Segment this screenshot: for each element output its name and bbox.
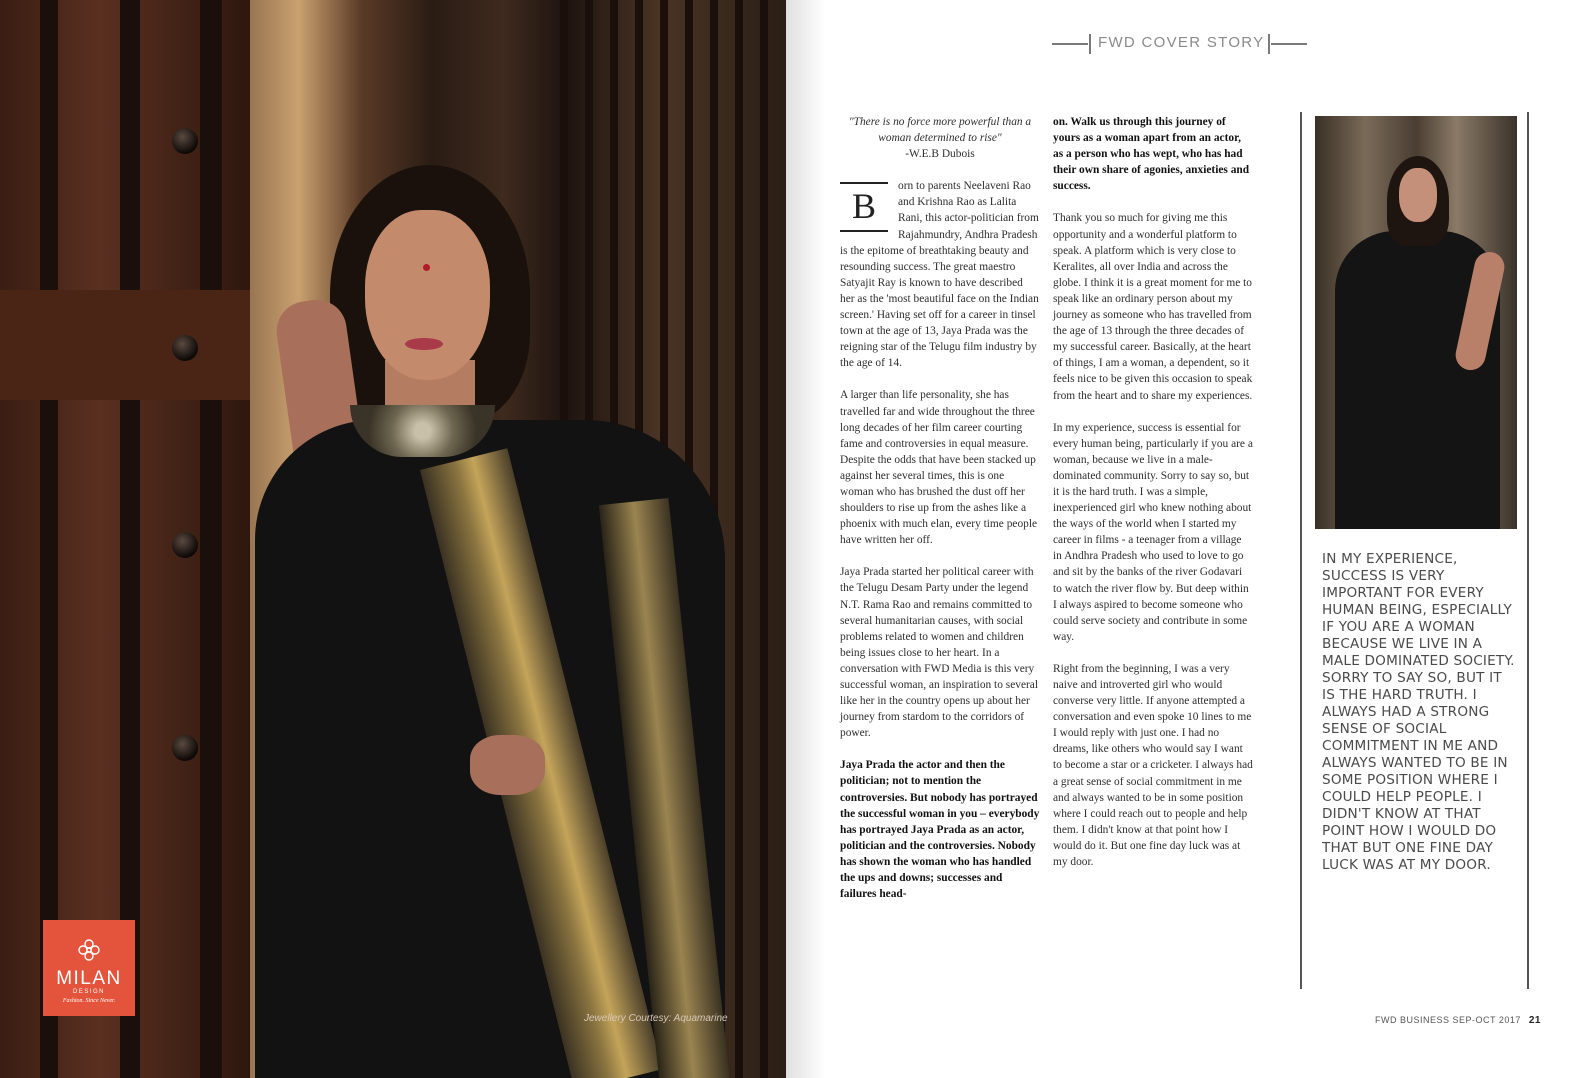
window-bar	[760, 0, 768, 1078]
epigraph-text: "There is no force more powerful than a woman determined to rise"	[848, 116, 1032, 145]
epigraph	[840, 114, 1040, 162]
woman-face	[365, 210, 490, 380]
article-paragraph: Jaya Prada started her political career with the Telugu Desam Party under the legend N.T. Rama Rao and remains committed to several humanitarian causes, with social problems related to women and children being issues close to her heart. In a conversation with FWD Media is this very successful woman, an inspiration to several like her in the country opens up about her journey from stardom to the corridors of power.	[840, 566, 1039, 740]
spine-shadow	[786, 0, 826, 1078]
section-header	[1052, 30, 1307, 58]
flower-logo-icon	[77, 938, 101, 962]
logo-sub: DESIGN	[72, 989, 105, 995]
woman-face	[1399, 168, 1437, 222]
sidebar-rule	[1300, 112, 1302, 989]
cover-photo	[0, 0, 786, 1078]
page-number: 21	[1528, 1015, 1541, 1026]
paragraph-text: orn to parents Neelaveni Rao and Krishna Rao as Lalita Rani, this actor-politician from Rajahmundry, Andhra Pradesh is the epitome of breathtaking beauty and resounding success. The great maestro Satyajit Ray is known to have described her as the 'most beautiful face on the Indian screen.' Having set off for a career in tinsel town at the age of 13, Jaya Prada was the reigning star of the Telugu film industry by the age of 14.	[840, 180, 1039, 370]
door-rivet	[172, 735, 198, 761]
door-crossbeam	[0, 290, 250, 400]
sidebar-rule	[1527, 112, 1529, 989]
logo-brand: MILAN	[56, 968, 122, 989]
interview-question-continued: on. Walk us through this journey of yours as a woman apart from an actor, as a person who has wept, who has had their own share of agonies, anxieties and success.	[1053, 116, 1250, 193]
woman-lips	[405, 338, 443, 350]
header-rule	[1052, 43, 1088, 45]
header-tick	[1268, 34, 1270, 54]
door-bar	[40, 0, 58, 1078]
article-paragraph	[840, 178, 1040, 371]
milan-design-logo	[43, 920, 135, 1016]
door-bar	[200, 0, 222, 1078]
page-footer	[1375, 1015, 1541, 1026]
epigraph-author: -W.E.B Dubois	[905, 148, 975, 161]
window-bar	[735, 0, 743, 1078]
header-tick	[1089, 34, 1091, 54]
section-title: FWD COVER STORY	[1098, 34, 1265, 51]
woman-bindi	[423, 264, 430, 271]
drop-cap: B	[840, 182, 888, 232]
sidebar-photo	[1315, 116, 1517, 529]
photo-credit: Jewellery Courtesy: Aquamarine	[584, 1013, 728, 1024]
article-column-1	[840, 114, 1040, 918]
article-paragraph: A larger than life personality, she has travelled far and wide throughout the three long decades of her film career courting fame and controversies in equal measure. Despite the odds that have been stacked up against her several times, this is one woman who has brushed the dust off her shoulders to rise up from the ashes like a phoenix with much elan, every time people have written her off.	[840, 389, 1038, 547]
door-rivet	[172, 335, 198, 361]
interview-question: Jaya Prada the actor and then the politician; not to mention the controversies. But nobody has portrayed the successful woman in you – everybody has portrayed Jaya Prada as an actor, politician and the controversies. Nobody has shown the woman who has handled the ups and downs; successes and failures head-	[840, 759, 1040, 901]
door-rivet	[172, 128, 198, 154]
header-rule	[1271, 43, 1307, 45]
article-paragraph: Thank you so much for giving me this opportunity and a wonderful platform to speak. A platform which is very close to Keralites, all over India and across the globe. I think it is a great moment for me to speak like an ordinary person about my journey as someone who has travelled from the age of 13 through the three decades of my successful career. Basically, at the heart of things, I am a woman, a dependent, so it feels nice to be given this occasion to speak from the heart and to share my experiences.	[1053, 212, 1253, 402]
door-bar	[120, 0, 140, 1078]
woman-hand	[470, 735, 545, 795]
publication-name: FWD BUSINESS SEP-OCT 2017	[1375, 1015, 1521, 1025]
article-paragraph: Right from the beginning, I was a very naive and introverted girl who would converse very little. If anyone attempted a conversation and even spoke 10 lines to me I would reply with just one. I had no dreams, like others who would say I want to become a star or a cricketer. I always had a great sense of social commitment in me and always wanted to be in some position where I could reach out to people and help them. I didn't know at that point how I would do it. But one fine day luck was at my door.	[1053, 662, 1253, 869]
door-rivet	[172, 532, 198, 558]
article-paragraph: In my experience, success is essential for every human being, particularly if you are a woman, because we live in a male-dominated community. Sorry to say so, but it is the hard truth. I was a simple, inexperienced girl who knew nothing about the ways of the world when I started my career in films - a teenager from a village in Andhra Pradesh who used to love to go and sit by the banks of the river Godavari to watch the river flow by. But deep within I always aspired to become someone who could serve society and contribute in some way.	[1053, 421, 1253, 643]
article-column-2	[1053, 114, 1253, 886]
pull-quote: IN MY EXPERIENCE, SUCCESS IS VERY IMPORTANT FOR EVERY HUMAN BEING, ESPECIALLY IF YOU ARE A WOMAN BECAUSE WE LIVE IN A MALE DOMINATED SOCIETY. SORRY TO SAY SO, BUT IT IS THE HARD TRUTH. I ALWAYS HAD A STRONG SENSE OF SOCIAL COMMITMENT IN ME AND ALWAYS WANTED TO BE IN SOME POSITION WHERE I COULD HELP PEOPLE. I DIDN'T KNOW AT THAT POINT HOW I WOULD DO THAT BUT ONE FINE DAY LUCK WAS AT MY DOOR.	[1322, 551, 1515, 873]
logo-tagline: Fashion. Since Never.	[62, 998, 116, 1004]
